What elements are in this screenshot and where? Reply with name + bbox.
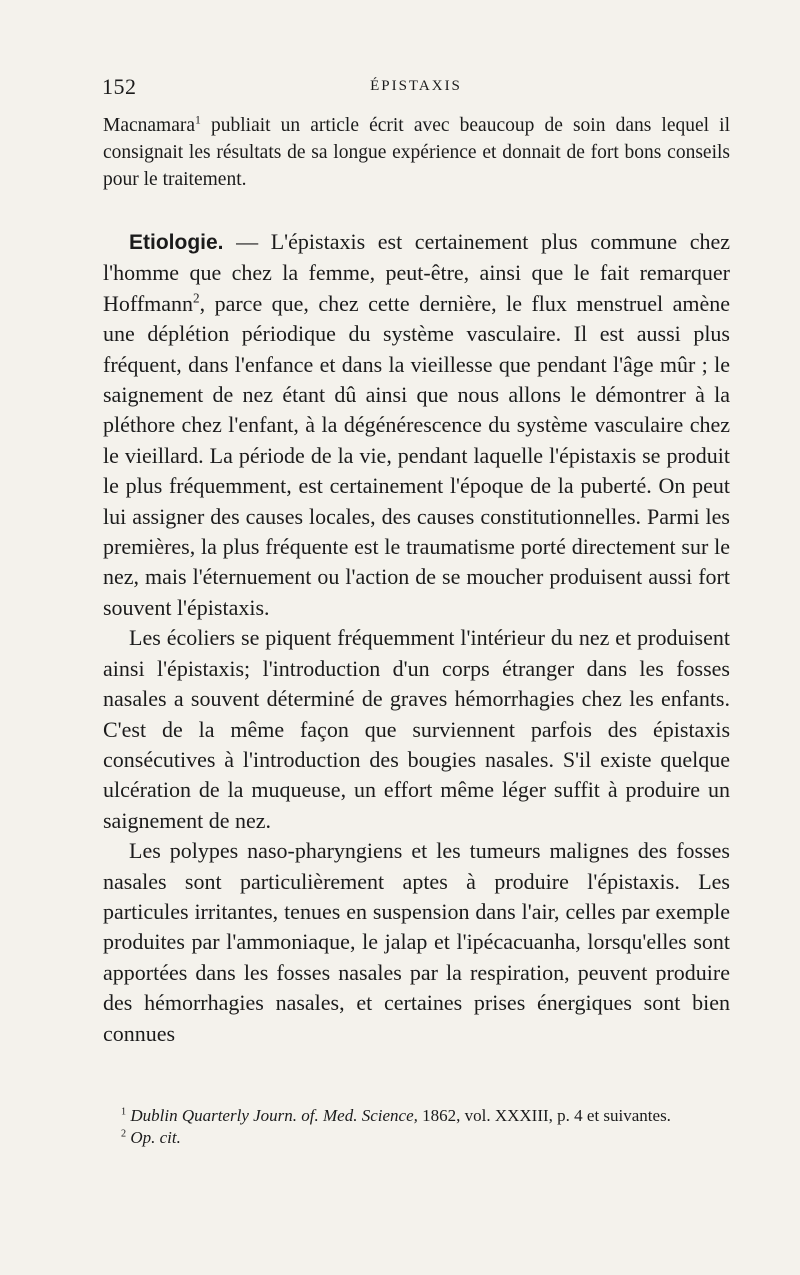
footnote-1-mark: 1 — [121, 1106, 127, 1118]
etiology-section — [103, 227, 730, 1049]
paragraph-1-text-b: , parce que, chez cette dernière, le flux menstruel amène une déplétion périodique du système vasculaire. Il est aussi plus fréquent, dans l'enfance et dans la vieillesse que pendant l'âge mûr ; le saignement de nez étant dû ainsi que nous allons le démontrer à la pléthore chez l'enfant, à la dégénérescence du système vasculaire chez le vieillard. La période de la vie, pendant laquelle l'épistaxis se produit le plus fréquemment, est certainement l'époque de la puberté. On peut lui assigner des causes locales, des causes constitutionnelles. Parmi les premières, la plus fréquente est le traumatisme porté directement sur le nez, mais l'éternuement ou l'action de se moucher produisent aussi fort souvent l'épistaxis. — [103, 290, 730, 620]
intro-paragraph — [103, 112, 730, 193]
paragraph-2: Les écoliers se piquent fréquemment l'intérieur du nez et produisent ainsi l'épistaxis; l'introduction d'un corps étranger dans les fosses nasales a souvent déterminé de graves hémorrhagies chez les enfants. C'est de la même façon que surviennent parfois des épistaxis consécutives à l'introduction des bougies nasales. S'il existe quelque ulcération de la muqueuse, un effort même léger suffit à produire un saignement de nez. — [103, 625, 730, 833]
page-number: 152 — [102, 74, 137, 99]
footnote-1-citation: Dublin Quarterly Journ. of. Med. Science, — [130, 1106, 418, 1125]
footnote-ref-1: 1 — [195, 113, 201, 127]
paragraph-1-text-a: — L'épistaxis est certainement plus commune chez l'homme que chez la femme, peut-être, ainsi que le fait remarquer Hoffmann — [103, 229, 730, 316]
section-heading: Etiologie. — [129, 231, 224, 254]
footnote-1-rest: 1862, vol. XXXIII, p. 4 et suivantes. — [417, 1106, 671, 1125]
footnotes — [103, 1105, 730, 1149]
footnote-2 — [103, 1127, 730, 1149]
footnote-1 — [103, 1105, 730, 1127]
intro-text-rest: publiait un article écrit avec beaucoup de soin dans lequel il consignait les résultats de sa longue expérience et donnait de fort bons conseils pour le traitement. — [103, 115, 730, 190]
intro-text-start: Macnamara — [103, 115, 196, 136]
paragraph-1 — [103, 227, 730, 623]
footnote-ref-2: 2 — [193, 290, 200, 306]
paragraph-3: Les polypes naso-pharyngiens et les tumeurs malignes des fosses nasales sont particulièrement aptes à produire l'épistaxis. Les particules irritantes, tenues en suspension dans l'air, celles par exemple produites par l'ammoniaque, le jalap et l'ipécacuanha, lorsqu'elles sont apportées dans les fosses nasales par la respiration, peuvent produire des hémorrhagies nasales, et certaines prises énergiques sont bien connues — [103, 838, 730, 1046]
running-title: ÉPISTAXIS — [370, 78, 462, 94]
footnote-2-citation: Op. cit. — [130, 1128, 181, 1147]
page-header — [102, 74, 730, 104]
footnote-2-mark: 2 — [121, 1128, 127, 1140]
